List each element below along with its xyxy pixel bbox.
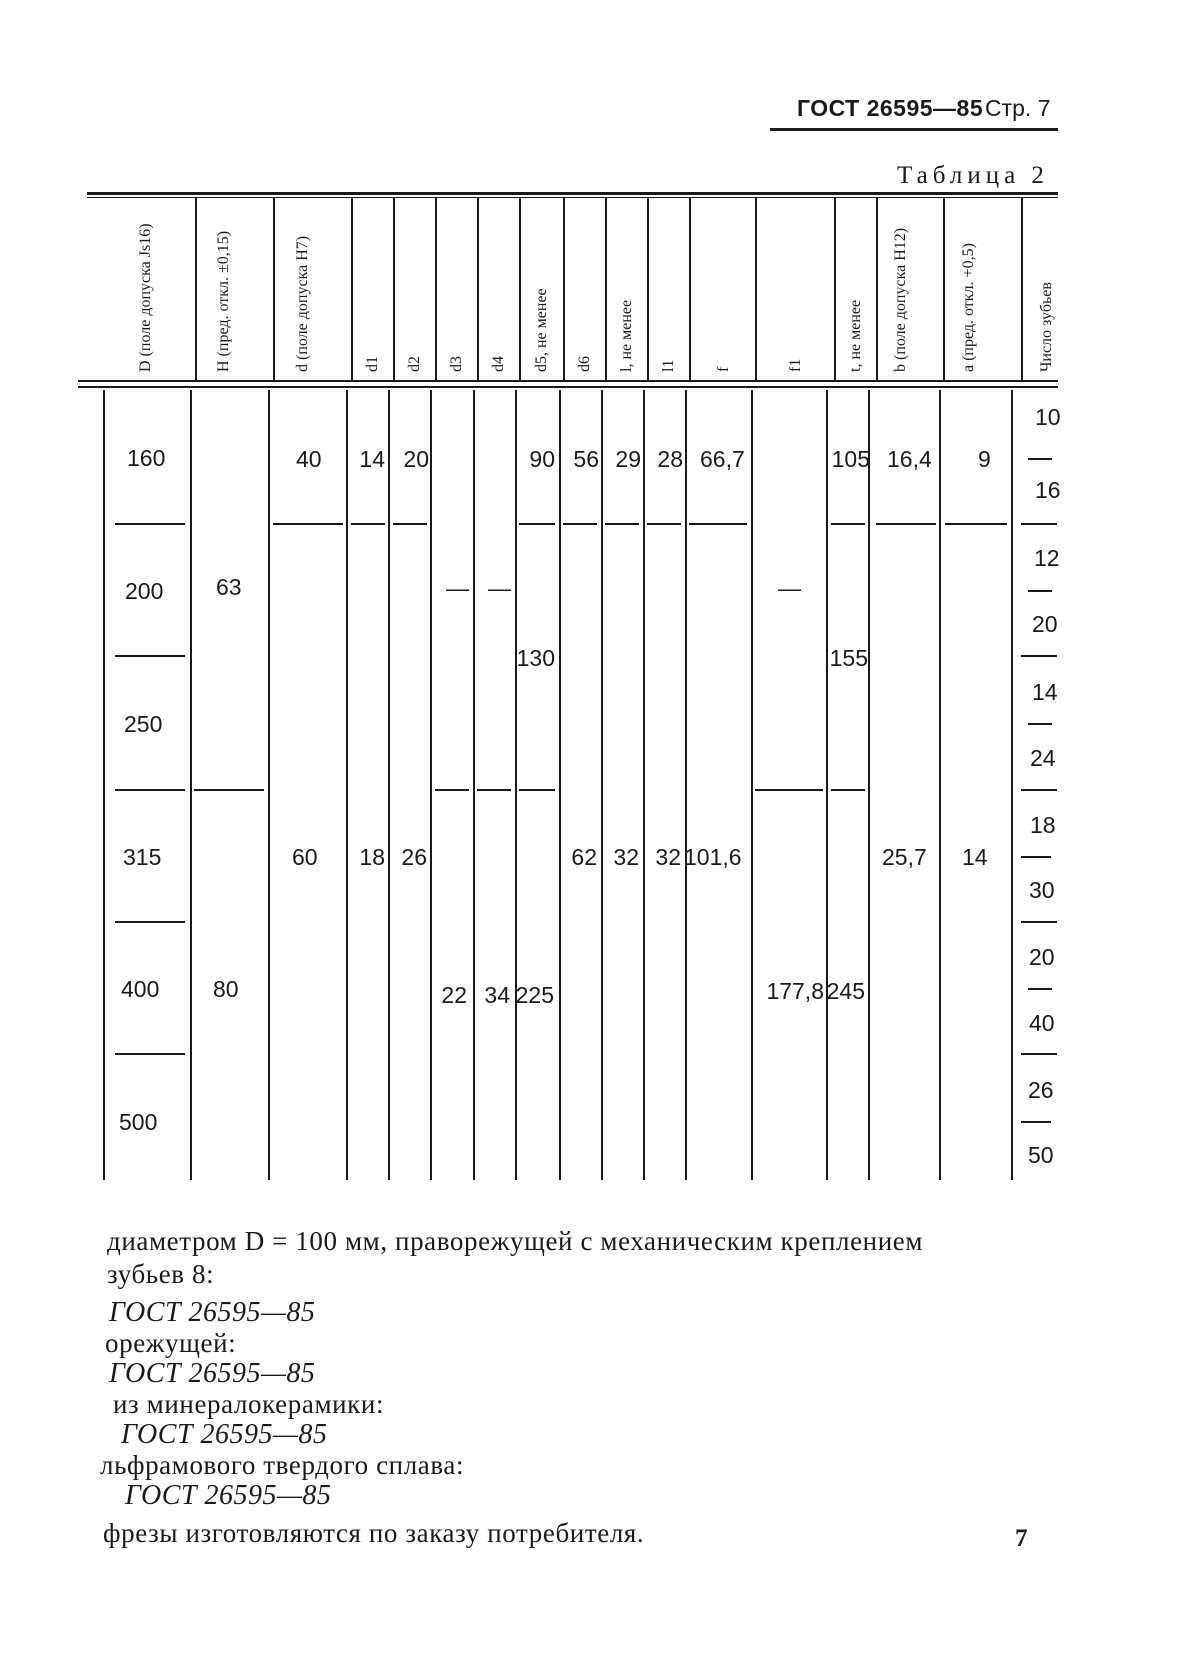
cell-teeth: 12 [1034,545,1060,571]
body-col-sep [346,390,348,1180]
body-col-sep [103,390,105,1180]
body-col-sep [939,390,941,1180]
row-sep [563,523,597,525]
row-sep [115,523,185,525]
cell-D: 500 [119,1109,158,1135]
cell-d: 60 [292,844,318,870]
col-sep [563,198,565,380]
cell-H: 63 [216,574,242,600]
body-line-4: из минералокерамики: [113,1389,385,1419]
col-header-b: b (поле допуска H12) [892,227,909,372]
cell-b: 25,7 [882,844,927,870]
body-col-sep [473,390,475,1180]
row-sep [1021,655,1057,657]
row-sep [1021,921,1057,923]
cell-f1: — [778,575,801,601]
col-sep [351,198,353,380]
row-sep [755,789,823,791]
col-sep [876,198,878,380]
cell-D: 160 [127,445,166,471]
col-header-D: D (поле допуска Js16) [137,223,154,372]
cell-d3: — [446,575,469,601]
cell-teeth: 10 [1035,404,1061,430]
row-sep [1021,1053,1057,1055]
row-sep [605,523,639,525]
cell-b: 16,4 [887,446,932,472]
row-sep [876,523,936,525]
cell-f: 101,6 [684,844,742,870]
col-header-l1: l1 [660,359,677,372]
body-col-sep [601,390,603,1180]
body-col-sep [515,390,517,1180]
col-header-d1: d1 [364,356,381,372]
row-sep [1021,789,1057,791]
body-col-sep [868,390,870,1180]
col-header-a: a (пред. откл. +0,5) [960,243,977,372]
cell-H: 80 [213,976,239,1002]
row-sep [647,523,681,525]
cell-d6: 56 [573,446,599,472]
col-header-f1: f1 [787,358,804,372]
fraction-bar [1021,1121,1051,1123]
designation-4: ГОСТ 26595—85 [125,1480,332,1511]
row-sep [115,921,185,923]
cell-d2: 20 [403,446,429,472]
document-code: ГОСТ 26595—85 [797,95,984,121]
cell-t: 155 [829,645,868,671]
table-top-border-thin [87,197,1058,198]
body-line-1: диаметром D = 100 мм, праворежущей с механическим креплением [107,1226,924,1256]
cell-d5: 130 [516,645,555,671]
row-sep [115,655,185,657]
row-sep [115,789,185,791]
cell-teeth: 26 [1028,1077,1054,1103]
cell-d3: 22 [441,982,467,1008]
table-caption: Таблица 2 [897,162,1049,189]
row-sep [831,523,865,525]
cell-d1: 18 [359,844,385,870]
designation-3: ГОСТ 26595—85 [121,1419,328,1450]
col-header-f: f [715,366,732,372]
table-top-border [87,192,1058,195]
cell-l: 29 [615,446,641,472]
cell-D: 400 [121,976,160,1002]
col-sep [834,198,836,380]
col-sep [195,198,197,380]
col-sep [273,198,275,380]
col-header-d3: d3 [448,356,465,372]
row-sep [831,789,865,791]
row-sep [435,789,469,791]
page-number: 7 [1015,1525,1028,1552]
designation-1: ГОСТ 26595—85 [109,1297,316,1328]
cell-teeth: 40 [1029,1010,1055,1036]
cell-d: 40 [296,446,322,472]
col-header-H: H (пред. откл. ±0,15) [215,230,232,372]
cell-t: 105 [831,446,870,472]
cell-d5: 90 [529,446,555,472]
row-sep [273,523,343,525]
header-rule [770,128,1058,131]
cell-l1: 28 [657,446,683,472]
cell-teeth: 18 [1030,812,1056,838]
cell-d4: — [488,575,511,601]
cell-l: 32 [613,844,639,870]
cell-d1: 14 [359,446,385,472]
col-sep [605,198,607,380]
body-line-5: льфрамового твердого сплава: [100,1450,465,1480]
body-line-6: фрезы изготовляются по заказу потребителя. [103,1518,645,1548]
body-line-3: орежущей: [105,1328,237,1358]
body-col-sep [643,390,645,1180]
cell-teeth: 50 [1028,1142,1054,1168]
cell-teeth: 30 [1029,877,1055,903]
page-label: Стр. 7 [985,95,1051,121]
col-header-teeth: Число зубьев [1038,282,1055,372]
cell-D: 250 [124,711,163,737]
body-col-sep [388,390,390,1180]
col-sep [519,198,521,380]
col-header-t: t, не менее [847,299,864,372]
col-sep [689,198,691,380]
header-divider-2 [78,386,1058,388]
body-col-sep [1011,390,1013,1180]
body-col-sep [190,390,192,1180]
cell-teeth: 14 [1032,679,1058,705]
col-header-d6: d6 [576,356,593,372]
col-sep [477,198,479,380]
body-col-sep [826,390,828,1180]
cell-D: 315 [123,844,162,870]
row-sep [194,789,264,791]
row-sep [393,523,427,525]
cell-t: 245 [826,978,865,1004]
cell-d2: 26 [401,844,427,870]
fraction-bar [1021,856,1051,858]
cell-teeth: 24 [1030,745,1056,771]
fraction-bar [1028,988,1052,990]
body-col-sep [751,390,753,1180]
body-line-2: зубьев 8: [107,1259,215,1289]
cell-d5: 225 [515,982,554,1008]
col-header-d: d (поле допуска H7) [294,235,311,372]
col-header-l: l, не менее [618,299,635,372]
cell-D: 200 [125,578,164,604]
col-header-d4: d4 [490,356,507,372]
row-sep [519,789,555,791]
col-header-d2: d2 [406,356,423,372]
row-sep [351,523,385,525]
body-col-sep [268,390,270,1180]
col-sep [755,198,757,380]
row-sep [519,523,555,525]
cell-teeth: 16 [1035,477,1061,503]
designation-2: ГОСТ 26595—85 [109,1358,316,1389]
col-header-d5: d5, не менее [533,288,550,372]
cell-f1: 177,8 [766,978,824,1004]
cell-a: 14 [962,844,988,870]
body-col-sep [430,390,432,1180]
col-sep [647,198,649,380]
cell-d6: 62 [571,844,597,870]
col-sep [435,198,437,380]
row-sep [945,523,1007,525]
col-sep [943,198,945,380]
row-sep [115,1053,185,1055]
col-sep [1021,198,1023,380]
body-col-sep [559,390,561,1180]
cell-f: 66,7 [700,446,745,472]
cell-teeth: 20 [1032,611,1058,637]
cell-a: 9 [978,446,991,472]
header-divider [78,380,1058,382]
row-sep [477,789,511,791]
cell-teeth: 20 [1029,944,1055,970]
cell-l1: 32 [655,844,681,870]
cell-d4: 34 [484,982,510,1008]
fraction-bar [1028,458,1052,460]
row-sep [1021,523,1057,525]
fraction-bar [1028,723,1052,725]
col-sep [393,198,395,380]
fraction-bar [1028,590,1052,592]
body-col-sep [685,390,687,1180]
row-sep [689,523,747,525]
